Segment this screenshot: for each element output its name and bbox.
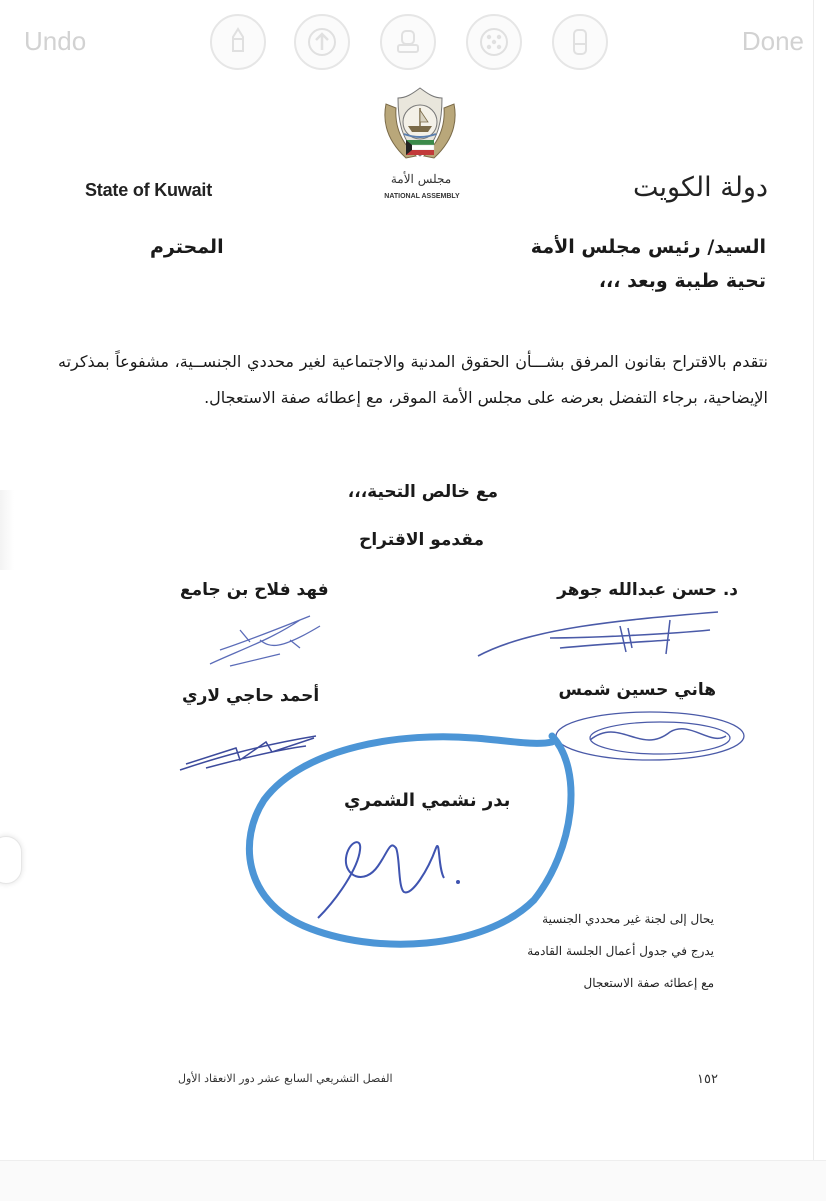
eraser-tool-button[interactable] [552, 14, 608, 70]
letter-honorific: المحترم [150, 236, 224, 258]
letter-addressee: السيد/ رئيس مجلس الأمة [530, 236, 766, 258]
referral-note-1: يحال إلى لجنة غير محددي الجنسية [542, 912, 714, 926]
signatory-name-2: فهد فلاح بن جامع [180, 580, 329, 600]
stamp-icon [391, 25, 425, 59]
pen-icon [221, 25, 255, 59]
letter-closing: مع خالص التحية،،، [347, 482, 498, 502]
done-button[interactable]: Done [741, 26, 804, 56]
signature-5 [308, 828, 478, 924]
assembly-name-arabic: مجلس الأمة [390, 172, 452, 186]
signature-2 [200, 610, 340, 672]
signatory-name-4: أحمد حاجي لاري [182, 686, 320, 706]
letter-greeting: تحية طيبة وبعد ،،، [598, 270, 766, 292]
letter-body: نتقدم بالاقتراح بقانون المرفق بشـــأن الحقوق المدنية والاجتماعية لغير محددي الجنســية، مشفوعاً بمذكرته الإيضاحية، برجاء التفضل بعرضه على مجلس الأمة الموقر، مع إعطائه صفة الاستعجال. [58, 352, 768, 407]
arrow-up-icon [305, 25, 339, 59]
undo-button[interactable]: Undo [24, 26, 87, 56]
footer-legislative-term: الفصل التشريعي السابع عشر دور الانعقاد الأول [178, 1072, 393, 1085]
referral-note-3: مع إعطائه صفة الاستعجال [583, 976, 714, 990]
proposers-heading: مقدمو الاقتراح [359, 530, 484, 550]
state-name-arabic: دولة الكويت [633, 172, 768, 203]
assembly-name-english: NATIONAL ASSEMBLY [384, 193, 460, 200]
signatory-name-1: د. حسن عبدالله جوهر [557, 580, 738, 600]
markup-toolbar [0, 0, 826, 84]
scroll-grip-handle[interactable] [0, 836, 22, 884]
grid-dots-icon [477, 25, 511, 59]
signatory-name-3: هاني حسين شمس [558, 680, 716, 700]
eraser-icon [563, 25, 597, 59]
signature-1 [470, 608, 740, 668]
stamp-tool-button[interactable] [380, 14, 436, 70]
pen-tool-button[interactable] [210, 14, 266, 70]
arrow-tool-button[interactable] [294, 14, 350, 70]
bottom-bar [0, 1160, 826, 1201]
signatory-name-5: بدر نشمي الشمري [344, 790, 511, 811]
state-name-english: State of Kuwait [85, 180, 213, 200]
shape-tool-button[interactable] [466, 14, 522, 70]
footer-page-number: ١٥٢ [697, 1072, 718, 1087]
referral-note-2: يدرج في جدول أعمال الجلسة القادمة [527, 944, 714, 958]
